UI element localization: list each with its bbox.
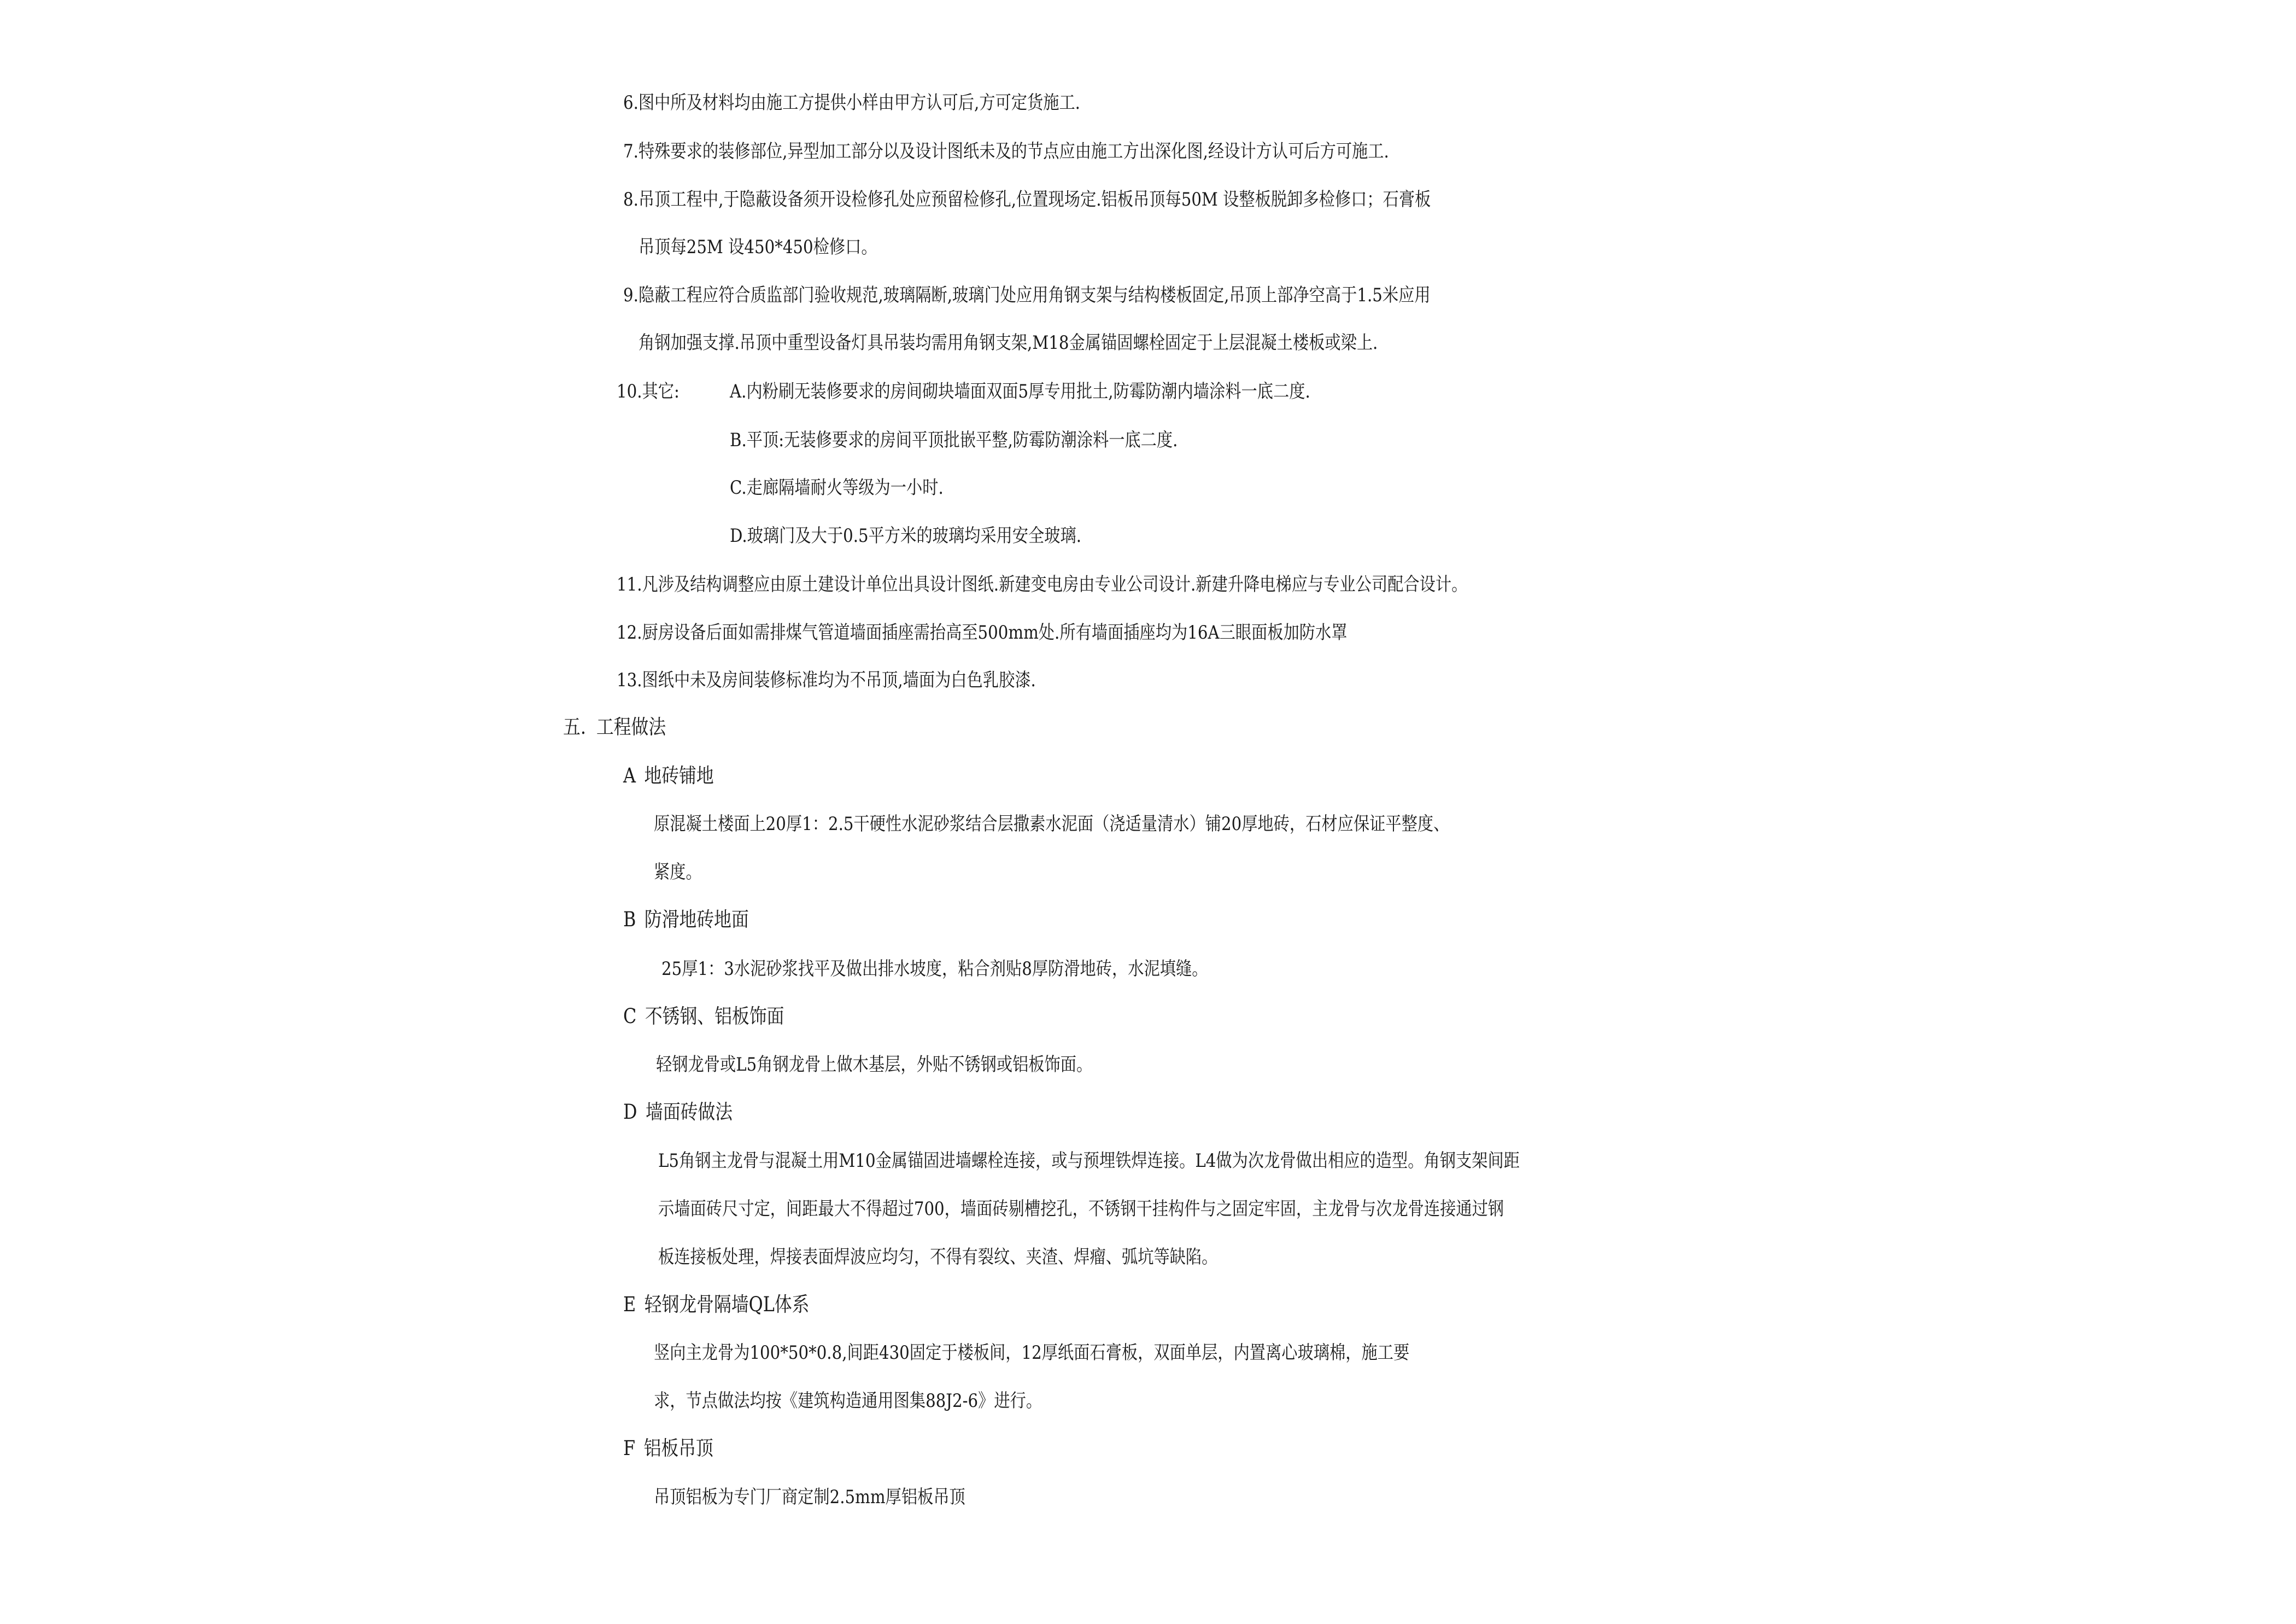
method-b-line-1 (661, 957, 1208, 981)
note-number: 8. (623, 189, 639, 211)
method-a-title (623, 764, 714, 788)
note-number: 6. (623, 92, 639, 114)
method-title: 铝板吊顶 (643, 1436, 713, 1460)
method-title: 地砖铺地 (644, 764, 714, 787)
method-text: 25厚1：3水泥砂浆找平及做出排水坡度，粘合剂贴8厚防滑地砖，水泥填缝。 (661, 958, 1208, 980)
section-number: 五. (563, 715, 586, 739)
note-text: 隐蔽工程应符合质监部门验收规范,玻璃隔断,玻璃门处应用角钢支架与结构楼板固定,吊顶上部净空高于1.5米应用 (638, 284, 1431, 306)
note-10-item-a (730, 379, 1310, 404)
method-f-title (623, 1436, 713, 1461)
note-text: C.走廊隔墙耐火等级为一小时. (730, 477, 944, 499)
method-letter: F (623, 1436, 636, 1460)
note-text: 凡涉及结构调整应由原土建设计单位出具设计图纸.新建变电房由专业公司设计.新建升降电梯应与专业公司配合设计。 (642, 574, 1468, 595)
note-6 (623, 91, 1080, 115)
method-b-title (623, 908, 749, 932)
note-7 (623, 139, 1389, 163)
section-title: 工程做法 (596, 715, 666, 739)
method-text: 求，节点做法均按《建筑构造通用图集88J2-6》进行。 (654, 1390, 1042, 1412)
method-letter: C (623, 1004, 637, 1028)
note-text: B.平顶:无装修要求的房间平顶批嵌平整,防霉防潮涂料一底二度. (730, 429, 1178, 451)
method-text: 示墙面砖尺寸定，间距最大不得超过700，墙面砖剔槽挖孔，不锈钢干挂构件与之固定牢固，主龙骨与次龙骨连接通过钢 (658, 1198, 1504, 1220)
method-c-title (623, 1004, 784, 1029)
method-c-line-1 (656, 1053, 1092, 1077)
note-9 (623, 283, 1431, 307)
method-text: L5角钢主龙骨与混凝土用M10金属锚固进墙螺栓连接，或与预埋铁焊连接。L4做为次龙骨做出相应的造型。角钢支架间距 (658, 1150, 1520, 1172)
method-letter: A (623, 764, 636, 787)
note-number: 7. (623, 141, 639, 162)
method-d-line-3 (658, 1245, 1217, 1269)
section-heading (563, 715, 666, 739)
note-10-item-b (730, 428, 1178, 452)
method-d-line-1 (658, 1149, 1520, 1173)
note-number: 13. (617, 669, 642, 691)
note-text: 图纸中未及房间装修标准均为不吊顶,墙面为白色乳胶漆. (642, 669, 1036, 691)
note-11 (617, 573, 1467, 597)
method-text: 紧度。 (654, 861, 702, 883)
method-text: 原混凝土楼面上20厚1：2.5干硬性水泥砂浆结合层撒素水泥面（浇适量清水）铺20厚地砖，石材应保证平整度、 (654, 813, 1450, 835)
note-text: 图中所及材料均由施工方提供小样由甲方认可后,方可定货施工. (638, 92, 1080, 114)
method-text: 板连接板处理，焊接表面焊波应均匀，不得有裂纹、夹渣、焊瘤、弧坑等缺陷。 (658, 1246, 1218, 1268)
note-8-continued (639, 235, 877, 259)
method-f-line-1 (654, 1485, 965, 1509)
note-10-item-c (730, 476, 944, 500)
note-10-number (617, 379, 680, 404)
note-number: 12. (617, 622, 642, 644)
method-title: 轻钢龙骨隔墙QL体系 (644, 1293, 810, 1316)
method-letter: B (623, 908, 636, 931)
note-number: 9. (623, 284, 639, 306)
note-text: 厨房设备后面如需排煤气管道墙面插座需抬高至500mm处.所有墙面插座均为16A三眼面板加防水罩 (642, 622, 1348, 644)
method-e-line-1 (654, 1341, 1409, 1365)
note-12 (617, 621, 1348, 645)
method-a-line-1 (654, 812, 1449, 836)
method-a-line-2 (654, 860, 702, 884)
method-e-line-2 (654, 1389, 1042, 1413)
method-e-title (623, 1293, 809, 1317)
note-13 (617, 668, 1036, 692)
note-text: 角钢加强支撑.吊顶中重型设备灯具吊装均需用角钢支架,M18金属锚固螺栓固定于上层混凝土楼板或梁上. (639, 332, 1378, 354)
note-number: 11. (617, 574, 642, 595)
method-text: 吊顶铝板为专门厂商定制2.5mm厚铝板吊顶 (654, 1486, 965, 1508)
note-text: 吊顶工程中,于隐蔽设备须开设检修孔处应预留检修孔,位置现场定.铝板吊顶每50M 设整板脱卸多检修口；石膏板 (638, 189, 1431, 211)
note-9-continued (639, 331, 1378, 355)
method-text: 竖向主龙骨为100*50*0.8,间距430固定于楼板间，12厚纸面石膏板，双面单层，内置离心玻璃棉，施工要 (654, 1342, 1410, 1364)
method-title: 防滑地砖地面 (644, 908, 749, 931)
note-text: D.玻璃门及大于0.5平方米的玻璃均采用安全玻璃. (730, 525, 1082, 547)
method-title: 不锈钢、铝板饰面 (645, 1004, 784, 1028)
note-10-item-d (730, 524, 1081, 548)
note-number: 10. (617, 381, 642, 402)
method-letter: D (623, 1100, 637, 1124)
method-text: 轻钢龙骨或L5角钢龙骨上做木基层，外贴不锈钢或铝板饰面。 (656, 1054, 1093, 1076)
note-label: 其它: (642, 381, 680, 402)
method-d-title (623, 1100, 733, 1124)
method-d-line-2 (658, 1197, 1504, 1221)
method-letter: E (623, 1293, 636, 1316)
method-title: 墙面砖做法 (645, 1100, 733, 1124)
note-8 (623, 188, 1431, 212)
note-text: 特殊要求的装修部位,异型加工部分以及设计图纸未及的节点应由施工方出深化图,经设计方认可后方可施工. (638, 141, 1389, 162)
note-text: 吊顶每25M 设450*450检修口。 (639, 236, 877, 258)
note-text: A.内粉刷无装修要求的房间砌块墙面双面5厚专用批土,防霉防潮内墙涂料一底二度. (730, 381, 1310, 402)
